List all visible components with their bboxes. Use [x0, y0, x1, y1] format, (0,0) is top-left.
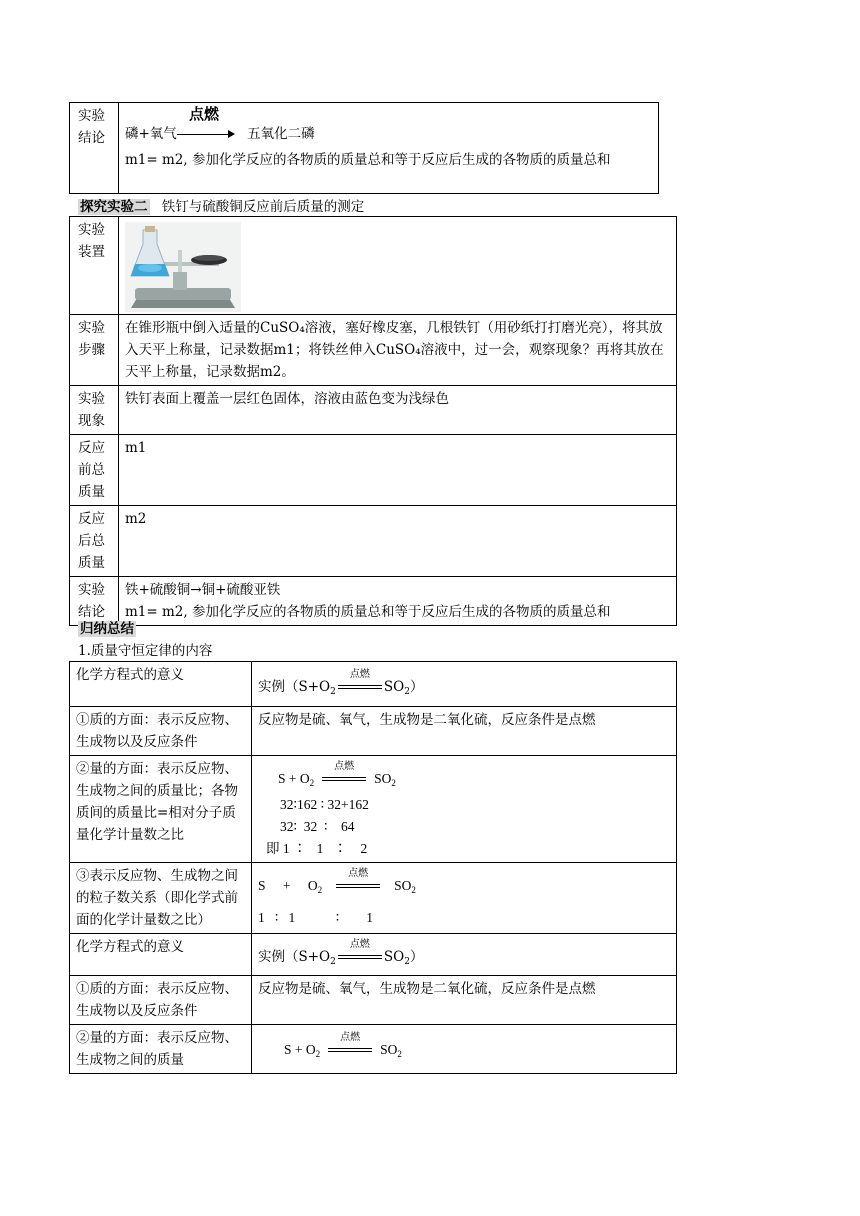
conclusion-text: m1= m2, 参加化学反应的各物质的质量总和等于反应后生成的各物质的质量总和	[125, 604, 611, 620]
eq-s: S	[258, 878, 266, 893]
balance-apparatus-image	[125, 222, 241, 312]
conclusion-content	[119, 103, 659, 194]
equals-sign-icon	[328, 1031, 372, 1057]
row1-right: 反应物是硫、氧气，生成物是二氧化硫，反应条件是点燃	[252, 707, 677, 756]
formula-prefix: 实例（S+O	[258, 679, 331, 695]
label-text: 实验结论	[78, 582, 105, 620]
subscript: 2	[315, 1049, 321, 1059]
row6-right	[252, 1025, 677, 1074]
subscript: 2	[404, 957, 410, 967]
subscript: 2	[309, 778, 315, 788]
row2-mass-line-1: 32∶162 ∶ 32+162	[280, 797, 369, 812]
row2-left: ②量的方面：表示反应物、生成物之间的质量比；各物质间的质量比=相对分子质量化学计量数之比	[70, 756, 252, 863]
row-phenomenon-label	[70, 386, 119, 435]
condition-text: 点燃	[189, 105, 220, 123]
header-left: 化学方程式的意义	[70, 662, 252, 707]
experiment-table-2	[69, 216, 677, 626]
row-apparatus-content	[119, 217, 677, 315]
row-phenomenon-content: 铁钉表面上覆盖一层红色固体，溶液由蓝色变为浅绿色	[119, 386, 677, 435]
formula-product: SO	[383, 679, 405, 695]
section2-tag: 探究实验二	[80, 199, 148, 215]
label-text: 反应前总质量	[78, 440, 105, 500]
row-conclusion-label	[70, 577, 119, 626]
summary-tag: 归纳总结	[80, 621, 134, 637]
balance-icon	[125, 222, 241, 312]
product-text: 五氧化二磷	[247, 126, 315, 142]
eq-condition: 点燃	[334, 760, 355, 772]
eq-left: S + O	[278, 771, 310, 786]
formula-prefix: 实例（S+O	[258, 949, 331, 965]
row-after-content: m2	[119, 506, 677, 577]
eq-condition: 点燃	[349, 668, 370, 680]
subscript: 2	[411, 885, 416, 895]
subscript: 2	[404, 687, 410, 697]
subscript: 2	[330, 957, 336, 967]
example-formula	[258, 938, 424, 967]
row6-equation	[258, 1031, 670, 1065]
row-before-label	[70, 435, 119, 506]
row4-left: 化学方程式的意义	[70, 934, 252, 976]
eq-condition: 点燃	[348, 867, 369, 879]
equation-meaning-table	[69, 661, 677, 1074]
formula-suffix: ）	[409, 679, 424, 695]
row6-left: ②量的方面：表示反应物、生成物之间的质量	[70, 1025, 252, 1074]
subscript: 2	[391, 778, 396, 788]
equals-sign-icon	[338, 668, 382, 694]
row2-ratio-line: 即 1 ∶ 1 ∶ 2	[266, 841, 368, 856]
eq-plus: +	[282, 878, 291, 893]
eq-product: SO	[380, 1042, 398, 1057]
header-example	[252, 662, 677, 707]
row-conclusion-content	[119, 577, 677, 626]
row1-left: ①质的方面：表示反应物、生成物以及反应条件	[70, 707, 252, 756]
eq-condition: 点燃	[340, 1031, 361, 1043]
label-text: 实验现象	[78, 391, 105, 429]
reaction-text: 铁+硫酸铜→铜+硫酸亚铁	[125, 582, 281, 598]
eq-o: O	[307, 878, 318, 893]
row5-right: 反应物是硫、氧气，生成物是二氧化硫，反应条件是点燃	[252, 976, 677, 1025]
summary-heading	[78, 620, 136, 638]
reactants-text: 磷+氧气	[125, 126, 177, 142]
arrow-icon	[177, 130, 235, 140]
section2-title: 铁钉与硫酸铜反应前后质量的测定	[161, 199, 365, 215]
row3-right	[252, 863, 677, 934]
equals-sign-icon	[338, 938, 382, 964]
example-formula	[258, 668, 424, 697]
subscript: 2	[330, 687, 336, 697]
conclusion-text: m1= m2, 参加化学反应的各物质的质量总和等于反应后生成的各物质的质量总和	[125, 152, 611, 168]
conclusion-label	[70, 103, 119, 194]
row-after-label	[70, 506, 119, 577]
equals-sign-icon	[336, 867, 380, 893]
label-text: 实验结论	[78, 108, 105, 146]
row-steps-content: 在锥形瓶中倒入适量的CuSO₄溶液，塞好橡皮塞，几根铁钉（用砂纸打打磨光亮），将其放入天平上称量，记录数据m1；将铁丝伸入CuSO₄溶液中，过一会，观察现象？再将其放在天平上称量，记录数据m2。	[119, 315, 677, 386]
eq-condition: 点燃	[349, 938, 370, 950]
row-steps-label	[70, 315, 119, 386]
eq-left: S + O	[284, 1042, 316, 1057]
label-text: 实验步骤	[78, 320, 105, 358]
label-text: 实验装置	[78, 222, 105, 260]
summary-item-1: 1.质量守恒定律的内容	[78, 643, 213, 659]
row2-right	[252, 756, 677, 863]
reaction-line	[125, 123, 652, 145]
subscript: 2	[317, 885, 323, 895]
row-before-content: m1	[119, 435, 677, 506]
row2-mass-line-2: 32∶ 32 ∶ 64	[280, 819, 355, 834]
row3-equation	[258, 867, 670, 901]
row-apparatus-label	[70, 217, 119, 315]
eq-product: SO	[374, 771, 392, 786]
row4-example	[252, 934, 677, 976]
row5-left: ①质的方面：表示反应物、生成物以及反应条件	[70, 976, 252, 1025]
equals-sign-icon	[322, 760, 366, 786]
label-text: 反应后总质量	[78, 511, 105, 571]
row2-equation	[266, 760, 670, 794]
subscript: 2	[397, 1049, 402, 1059]
formula-suffix: ）	[409, 949, 424, 965]
eq-product: SO	[394, 878, 412, 893]
row3-ratio: 1 ∶ 1 ∶ 1	[258, 910, 374, 925]
section2-heading	[78, 198, 364, 216]
formula-product: SO	[383, 949, 405, 965]
conclusion-table-1	[69, 102, 659, 194]
row3-left: ③表示反应物、生成物之间的粒子数关系（即化学式前面的化学计量数之比）	[70, 863, 252, 934]
